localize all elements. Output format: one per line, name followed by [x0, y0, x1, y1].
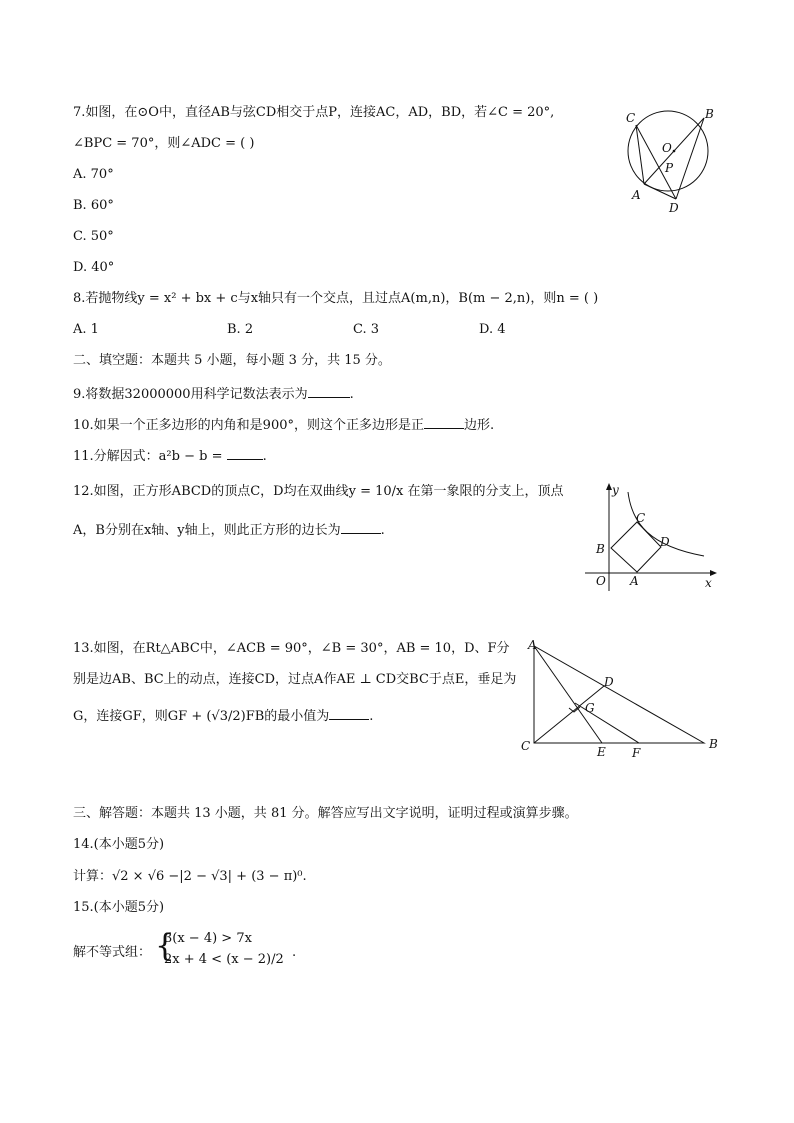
label-e: E: [597, 745, 606, 759]
label-p: P: [665, 161, 674, 175]
segment-ac: [636, 125, 644, 184]
q13-answer-blank: [329, 707, 369, 720]
q7-circle-figure: [620, 100, 725, 215]
q15-heading: 15.(本小题5分): [73, 900, 165, 915]
label-c: C: [636, 511, 646, 525]
q11-period: .: [262, 449, 267, 464]
q13-text: G，连接GF，则GF + (√3/2)FB的最小值为: [73, 709, 330, 724]
q9-answer-blank: [308, 385, 350, 398]
section-2-heading: 二、填空题：本题共 5 小题，每小题 3 分，共 15 分。: [73, 353, 391, 368]
segment-ad: [644, 184, 676, 199]
q14-heading: 14.(本小题5分): [73, 837, 165, 852]
q12-hyperbola-figure: [580, 478, 722, 593]
q13-period: .: [369, 709, 374, 724]
q8-option-b: B. 2: [227, 322, 254, 337]
q9-text: 9.将数据32000000用科学记数法表示为: [73, 387, 308, 402]
q12-period: .: [380, 523, 385, 538]
segment-ae: [534, 646, 602, 743]
label-d: D: [669, 201, 679, 215]
q10-text: 10.如果一个正多边形的内角和是900°，则这个正多边形是正: [73, 418, 424, 433]
segment-bd: [676, 118, 704, 199]
q15-inequality-2: 2x + 4 < (x − 2)/2: [164, 952, 284, 967]
center-dot: [673, 150, 676, 153]
q12-stem-line2: [73, 521, 385, 539]
q11-text: 11.分解因式：a²b − b =: [73, 449, 223, 464]
system-brace: {: [155, 928, 175, 964]
label-a: A: [632, 188, 641, 202]
q7-stem-line1: 7.如图，在⊙O中，直径AB与弦CD相交于点P，连接AC，AD，BD，若∠C = 20°,: [73, 105, 555, 120]
q12-text: A，B分别在x轴、y轴上，则此正方形的边长为: [73, 523, 341, 538]
label-a: A: [630, 574, 639, 588]
q8-option-a: A. 1: [73, 322, 99, 337]
label-a: A: [528, 638, 537, 652]
q13-stem-line1: 13.如图，在Rt△ABC中，∠ACB = 90°，∠B = 30°，AB = 10，D、F分: [73, 641, 510, 656]
label-x: x: [705, 576, 712, 590]
q13-triangle-figure: [518, 636, 726, 762]
label-b: B: [596, 542, 605, 556]
label-g: G: [585, 701, 595, 715]
q7-option-c: C. 50°: [73, 229, 114, 244]
q14-expression: 计算：√2 × √6 −|2 − √3| + (3 − π)⁰.: [73, 869, 307, 884]
q9: [73, 385, 354, 403]
q15-label: 解不等式组：: [73, 945, 152, 960]
q13-stem-line3: [73, 707, 373, 725]
q8-option-c: C. 3: [353, 322, 380, 337]
label-d: D: [660, 535, 670, 549]
label-b: B: [705, 107, 714, 121]
q15-inequality-1: 3(x − 4) > 7x: [164, 931, 252, 946]
q7-option-a: A. 70°: [73, 167, 114, 182]
label-o: O: [662, 141, 672, 155]
q12-stem-line1: 12.如图，正方形ABCD的顶点C，D均在双曲线y = 10/x 在第一象限的分支上，顶点: [73, 484, 564, 499]
label-o: O: [596, 574, 606, 588]
q8-stem: 8.若抛物线y = x² + bx + c与x轴只有一个交点，且过点A(m,n)，B(m − 2,n)，则n = ( ): [73, 291, 599, 306]
q7-stem-line2: ∠BPC = 70°，则∠ADC = ( ): [73, 136, 255, 151]
q9-period: .: [349, 387, 354, 402]
q10: [73, 416, 494, 434]
section-3-heading: 三、解答题：本题共 13 小题，共 81 分。解答应写出文字说明，证明过程或演算步骤。: [73, 806, 578, 821]
q8-option-d: D. 4: [479, 322, 506, 337]
q10-tail: 边形.: [464, 418, 495, 433]
q7-option-b: B. 60°: [73, 198, 114, 213]
label-d: D: [604, 675, 614, 689]
q10-answer-blank: [424, 416, 464, 429]
square-abcd: [611, 522, 661, 572]
label-c: C: [626, 111, 636, 125]
label-b: B: [709, 737, 718, 751]
label-c: C: [521, 739, 531, 753]
q7-option-d: D. 40°: [73, 260, 115, 275]
triangle-abc: [534, 646, 704, 743]
label-f: F: [632, 746, 641, 760]
q12-answer-blank: [341, 521, 381, 534]
label-y: y: [612, 483, 619, 497]
q13-stem-line2: 别是边AB、BC上的动点，连接CD，过点A作AE ⊥ CD交BC于点E，垂足为: [73, 672, 517, 687]
q11: [73, 447, 267, 465]
q11-answer-blank: [227, 447, 263, 460]
q15-period: .: [292, 945, 297, 960]
